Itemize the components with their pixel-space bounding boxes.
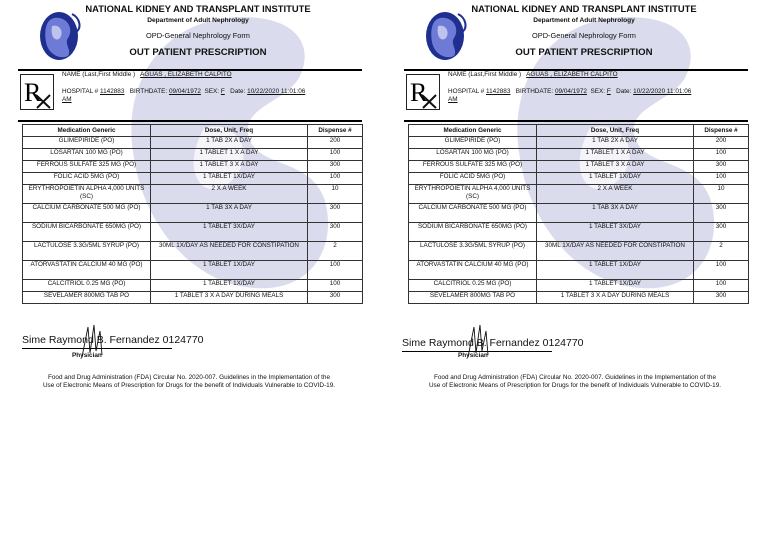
table-header-row bbox=[409, 125, 749, 137]
footer-line-2: Use of Electronic Means of Prescription for Drugs for the benefit of Individuals Vulnerable to COVID-19. bbox=[42, 381, 336, 389]
med-cell: FERROUS SULFATE 325 MG (PO) bbox=[23, 161, 151, 173]
table-header-row bbox=[23, 125, 363, 137]
patient-info-row bbox=[62, 88, 305, 95]
qty-cell: 10 bbox=[308, 185, 363, 204]
qty-cell: 100 bbox=[694, 173, 749, 185]
birthdate-value: 09/04/1972 bbox=[168, 88, 201, 95]
medication-table bbox=[22, 124, 363, 304]
med-cell: LACTULOSE 3.3G/5ML SYRUP (PO) bbox=[409, 242, 537, 261]
dose-cell: 1 TABLET 1X/DAY bbox=[151, 280, 308, 292]
table-row bbox=[23, 137, 363, 149]
sex-value: F bbox=[220, 88, 225, 95]
rx-icon bbox=[20, 74, 54, 110]
department-name: Department of Adult Nephrology bbox=[533, 17, 635, 24]
dose-cell: 1 TAB 3X A DAY bbox=[537, 204, 694, 223]
table-row bbox=[409, 280, 749, 292]
qty-cell: 10 bbox=[694, 185, 749, 204]
table-row bbox=[409, 204, 749, 223]
table-row bbox=[409, 261, 749, 280]
dose-cell: 1 TABLET 3 X A DAY bbox=[151, 161, 308, 173]
col-dispense: Dispense # bbox=[308, 125, 363, 137]
date-label: Date: bbox=[616, 88, 632, 95]
table-row bbox=[409, 223, 749, 242]
patient-name-label: NAME (Last,First Middle ) bbox=[62, 71, 136, 78]
table-row bbox=[23, 185, 363, 204]
footer-line-2: Use of Electronic Means of Prescription for Drugs for the benefit of Individuals Vulnerable to COVID-19. bbox=[428, 381, 722, 389]
dose-cell: 1 TABLET 1X/DAY bbox=[151, 261, 308, 280]
hospital-value: 1142883 bbox=[486, 88, 511, 95]
birthdate-label: BIRTHDATE: bbox=[129, 88, 168, 95]
dose-cell: 30ML 1X/DAY AS NEEDED FOR CONSTIPATION bbox=[537, 242, 694, 261]
date-label: Date: bbox=[230, 88, 246, 95]
med-cell: CALCIUM CARBONATE 500 MG (PO) bbox=[23, 204, 151, 223]
fda-footer bbox=[14, 374, 364, 389]
table-row bbox=[409, 173, 749, 185]
med-cell: LACTULOSE 3.3G/5ML SYRUP (PO) bbox=[23, 242, 151, 261]
rx-icon bbox=[406, 74, 440, 110]
dose-cell: 30ML 1X/DAY AS NEEDED FOR CONSTIPATION bbox=[151, 242, 308, 261]
dose-cell: 1 TABLET 3 X A DAY DURING MEALS bbox=[537, 292, 694, 304]
qty-cell: 300 bbox=[308, 204, 363, 223]
qty-cell: 300 bbox=[694, 161, 749, 173]
col-dose: Dose, Unit, Freq bbox=[537, 125, 694, 137]
col-dose: Dose, Unit, Freq bbox=[151, 125, 308, 137]
col-dispense: Dispense # bbox=[694, 125, 749, 137]
med-cell: GLIMEPIRIDE (PO) bbox=[409, 137, 537, 149]
qty-cell: 100 bbox=[308, 149, 363, 161]
qty-cell: 200 bbox=[308, 137, 363, 149]
qty-cell: 100 bbox=[308, 280, 363, 292]
qty-cell: 300 bbox=[694, 292, 749, 304]
med-cell: ERYTHROPOIETIN ALPHA 4,000 UNITS (SC) bbox=[409, 185, 537, 204]
table-row bbox=[409, 161, 749, 173]
institute-name: NATIONAL KIDNEY AND TRANSPLANT INSTITUTE bbox=[471, 3, 697, 14]
qty-cell: 300 bbox=[308, 161, 363, 173]
col-medication: Medication Generic bbox=[409, 125, 537, 137]
qty-cell: 2 bbox=[308, 242, 363, 261]
med-cell: FOLIC ACID 5MG (PO) bbox=[409, 173, 537, 185]
hospital-value: 1142883 bbox=[100, 88, 125, 95]
qty-cell: 100 bbox=[308, 173, 363, 185]
prescription-sheet-right bbox=[384, 0, 768, 544]
dose-cell: 1 TABLET 1X/DAY bbox=[537, 261, 694, 280]
table-row bbox=[23, 161, 363, 173]
table-row bbox=[409, 292, 749, 304]
med-cell: SODIUM BICARBONATE 650MG (PO) bbox=[23, 223, 151, 242]
table-row bbox=[409, 185, 749, 204]
dose-cell: 1 TABLET 3 X A DAY DURING MEALS bbox=[151, 292, 308, 304]
qty-cell: 200 bbox=[694, 137, 749, 149]
form-name: OPD-General Nephrology Form bbox=[146, 31, 250, 40]
qty-cell: 100 bbox=[308, 261, 363, 280]
med-cell: LOSARTAN 100 MG (PO) bbox=[409, 149, 537, 161]
med-cell: ERYTHROPOIETIN ALPHA 4,000 UNITS (SC) bbox=[23, 185, 151, 204]
patient-name-value: AGUAS , ELIZABETH CALPITO bbox=[526, 71, 618, 78]
patient-name-row bbox=[448, 71, 618, 78]
qty-cell: 300 bbox=[308, 292, 363, 304]
sex-label: SEX: bbox=[590, 88, 606, 95]
sex-label: SEX: bbox=[204, 88, 220, 95]
dose-cell: 1 TABLET 1 X A DAY bbox=[537, 149, 694, 161]
footer-line-1: Food and Drug Administration (FDA) Circular No. 2020-007. Guidelines in the Implementation of the bbox=[47, 374, 331, 381]
department-name: Department of Adult Nephrology bbox=[147, 17, 249, 24]
med-cell: GLIMEPIRIDE (PO) bbox=[23, 137, 151, 149]
dose-cell: 1 TABLET 3X/DAY bbox=[537, 223, 694, 242]
med-cell: CALCITRIOL 0.25 MG (PO) bbox=[409, 280, 537, 292]
table-row bbox=[409, 242, 749, 261]
table-row bbox=[23, 173, 363, 185]
date-value: 10/22/2020 11:01:06 bbox=[633, 88, 692, 95]
sheet-content bbox=[14, 0, 364, 544]
med-cell: SEVELAMER 800MG TAB PO bbox=[23, 292, 151, 304]
dose-cell: 1 TABLET 3 X A DAY bbox=[537, 161, 694, 173]
table-row bbox=[23, 204, 363, 223]
dose-cell: 1 TABLET 1X/DAY bbox=[537, 173, 694, 185]
qty-cell: 100 bbox=[694, 280, 749, 292]
institute-name: NATIONAL KIDNEY AND TRANSPLANT INSTITUTE bbox=[85, 3, 311, 14]
date-suffix-value: AM bbox=[448, 96, 458, 103]
physician-signature-name: Sime Raymond B. Fernandez 0124770 bbox=[22, 334, 204, 346]
col-medication: Medication Generic bbox=[23, 125, 151, 137]
fda-footer bbox=[400, 374, 750, 389]
hospital-label: HOSPITAL # bbox=[62, 88, 99, 95]
dose-cell: 1 TABLET 1X/DAY bbox=[151, 173, 308, 185]
sheet-content bbox=[400, 0, 750, 544]
med-cell: LOSARTAN 100 MG (PO) bbox=[23, 149, 151, 161]
dose-cell: 1 TABLET 1X/DAY bbox=[537, 280, 694, 292]
med-cell: CALCITRIOL 0.25 MG (PO) bbox=[23, 280, 151, 292]
qty-cell: 300 bbox=[694, 204, 749, 223]
qty-cell: 300 bbox=[308, 223, 363, 242]
sex-value: F bbox=[606, 88, 611, 95]
birthdate-label: BIRTHDATE: bbox=[515, 88, 554, 95]
table-row bbox=[23, 242, 363, 261]
dose-cell: 2 X A WEEK bbox=[151, 185, 308, 204]
med-cell: ATORVASTATIN CALCIUM 40 MG (PO) bbox=[409, 261, 537, 280]
svg-text:R: R bbox=[24, 78, 42, 107]
hospital-label: HOSPITAL # bbox=[448, 88, 485, 95]
patient-name-row bbox=[62, 71, 232, 78]
table-row bbox=[409, 137, 749, 149]
med-cell: SODIUM BICARBONATE 650MG (PO) bbox=[409, 223, 537, 242]
physician-label: Physician bbox=[458, 352, 488, 359]
svg-text:R: R bbox=[410, 78, 428, 107]
patient-name-value: AGUAS , ELIZABETH CALPITO bbox=[140, 71, 232, 78]
table-row bbox=[23, 292, 363, 304]
qty-cell: 2 bbox=[694, 242, 749, 261]
qty-cell: 100 bbox=[694, 261, 749, 280]
table-row bbox=[23, 223, 363, 242]
date-suffix-value: AM bbox=[62, 96, 72, 103]
med-cell: ATORVASTATIN CALCIUM 40 MG (PO) bbox=[23, 261, 151, 280]
table-row bbox=[409, 149, 749, 161]
prescription-title: OUT PATIENT PRESCRIPTION bbox=[515, 47, 653, 58]
table-row bbox=[23, 149, 363, 161]
medication-table bbox=[408, 124, 749, 304]
table-row bbox=[23, 261, 363, 280]
qty-cell: 100 bbox=[694, 149, 749, 161]
birthdate-value: 09/04/1972 bbox=[554, 88, 587, 95]
med-cell: SEVELAMER 800MG TAB PO bbox=[409, 292, 537, 304]
med-cell: FERROUS SULFATE 325 MG (PO) bbox=[409, 161, 537, 173]
physician-label: Physician bbox=[72, 352, 102, 359]
dose-cell: 1 TABLET 1 X A DAY bbox=[151, 149, 308, 161]
prescription-title: OUT PATIENT PRESCRIPTION bbox=[129, 47, 267, 58]
date-suffix bbox=[448, 96, 458, 103]
table-row bbox=[23, 280, 363, 292]
physician-signature-name: Sime Raymond B. Fernandez 0124770 bbox=[402, 337, 584, 349]
patient-divider bbox=[18, 120, 362, 122]
patient-info-row bbox=[448, 88, 691, 95]
dose-cell: 1 TAB 3X A DAY bbox=[151, 204, 308, 223]
med-cell: CALCIUM CARBONATE 500 MG (PO) bbox=[409, 204, 537, 223]
med-cell: FOLIC ACID 5MG (PO) bbox=[23, 173, 151, 185]
dose-cell: 2 X A WEEK bbox=[537, 185, 694, 204]
date-suffix bbox=[62, 96, 72, 103]
patient-name-label: NAME (Last,First Middle ) bbox=[448, 71, 522, 78]
dose-cell: 1 TAB 2X A DAY bbox=[151, 137, 308, 149]
qty-cell: 300 bbox=[694, 223, 749, 242]
date-value: 10/22/2020 11:01:06 bbox=[247, 88, 306, 95]
dose-cell: 1 TABLET 3X/DAY bbox=[151, 223, 308, 242]
patient-divider bbox=[404, 120, 748, 122]
footer-line-1: Food and Drug Administration (FDA) Circular No. 2020-007. Guidelines in the Implementation of the bbox=[433, 374, 717, 381]
form-name: OPD-General Nephrology Form bbox=[532, 31, 636, 40]
dose-cell: 1 TAB 2X A DAY bbox=[537, 137, 694, 149]
